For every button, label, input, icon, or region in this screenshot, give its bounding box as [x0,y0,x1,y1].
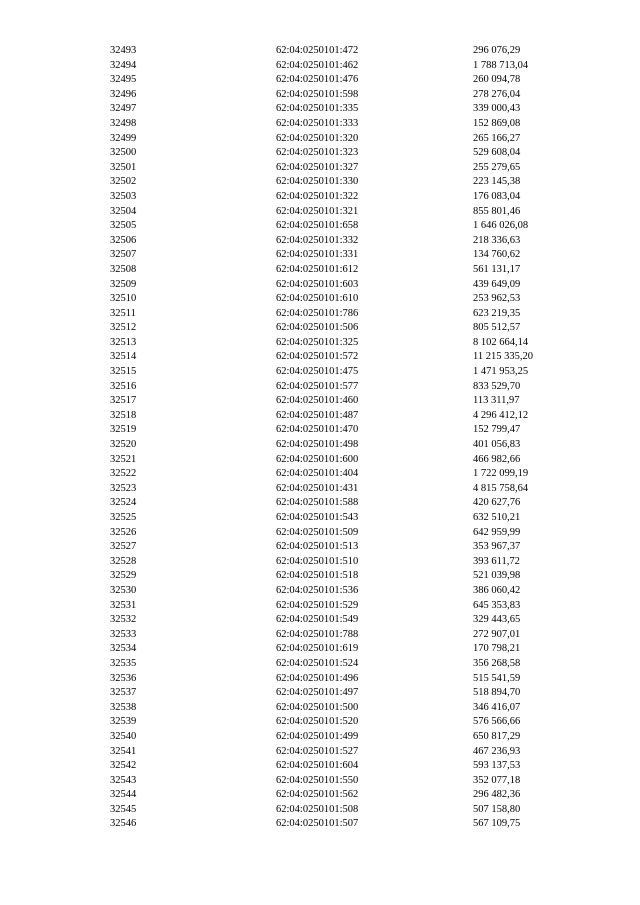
row-number: 32521 [110,453,137,465]
table-row [110,219,570,234]
cadastral-value: 339 000,43 [473,103,521,115]
table-row [110,292,570,307]
row-number: 32544 [110,789,137,801]
cadastral-value: 439 649,09 [473,278,521,290]
table-row [110,584,570,599]
cadastral-value: 576 566,66 [473,716,521,728]
cadastral-value: 223 145,38 [473,176,521,188]
row-number: 32501 [110,161,137,173]
cadastral-number: 62:04:0250101:529 [276,599,359,611]
table-row [110,730,570,745]
cadastral-number: 62:04:0250101:496 [276,672,359,684]
cadastral-number: 62:04:0250101:321 [276,205,359,217]
cadastral-number: 62:04:0250101:498 [276,439,359,451]
cadastral-number: 62:04:0250101:588 [276,497,359,509]
table-row [110,613,570,628]
cadastral-number: 62:04:0250101:333 [276,117,359,129]
table-row [110,774,570,789]
table-row [110,117,570,132]
row-number: 32526 [110,526,137,538]
cadastral-number: 62:04:0250101:598 [276,88,359,100]
row-number: 32505 [110,220,137,232]
row-number: 32537 [110,687,137,699]
row-number: 32495 [110,74,137,86]
cadastral-value: 329 443,65 [473,614,521,626]
cadastral-value: 4 296 412,12 [473,409,529,421]
cadastral-number: 62:04:0250101:507 [276,818,359,830]
table-row [110,365,570,380]
table-row [110,642,570,657]
cadastral-number: 62:04:0250101:788 [276,628,359,640]
table-row [110,672,570,687]
cadastral-value: 401 056,83 [473,439,521,451]
table-row [110,482,570,497]
table-row [110,88,570,103]
cadastral-value: 650 817,29 [473,730,521,742]
row-number: 32532 [110,614,137,626]
cadastral-number: 62:04:0250101:550 [276,774,359,786]
row-number: 32530 [110,584,137,596]
table-row [110,657,570,672]
table-row [110,190,570,205]
cadastral-value: 113 311,97 [473,395,520,407]
cadastral-value: 134 760,62 [473,249,521,261]
cadastral-value: 833 529,70 [473,380,521,392]
row-number: 32506 [110,234,137,246]
cadastral-value: 467 236,93 [473,745,521,757]
cadastral-value: 855 801,46 [473,205,521,217]
cadastral-value: 8 102 664,14 [473,336,529,348]
row-number: 32523 [110,482,137,494]
table-row [110,745,570,760]
cadastral-number: 62:04:0250101:327 [276,161,359,173]
table-row [110,350,570,365]
cadastral-value: 4 815 758,64 [473,482,529,494]
cadastral-number: 62:04:0250101:604 [276,760,359,772]
cadastral-number: 62:04:0250101:524 [276,657,359,669]
row-number: 32496 [110,88,137,100]
cadastral-number: 62:04:0250101:509 [276,526,359,538]
row-number: 32498 [110,117,137,129]
cadastral-value: 393 611,72 [473,555,520,567]
cadastral-number: 62:04:0250101:331 [276,249,359,261]
table-row [110,234,570,249]
row-number: 32503 [110,190,137,202]
table-row [110,701,570,716]
table-row [110,146,570,161]
cadastral-number: 62:04:0250101:513 [276,541,359,553]
row-number: 32512 [110,322,137,334]
row-number: 32497 [110,103,137,115]
cadastral-value: 152 799,47 [473,424,521,436]
row-number: 32517 [110,395,137,407]
table-row [110,175,570,190]
row-number: 32527 [110,541,137,553]
row-number: 32511 [110,307,136,319]
cadastral-number: 62:04:0250101:577 [276,380,359,392]
cadastral-number: 62:04:0250101:476 [276,74,359,86]
table-row [110,380,570,395]
cadastral-value: 356 268,58 [473,657,521,669]
cadastral-value: 11 215 335,20 [473,351,533,363]
cadastral-value: 1 646 026,08 [473,220,529,232]
cadastral-value: 805 512,57 [473,322,521,334]
table-row [110,423,570,438]
cadastral-value: 593 137,53 [473,760,521,772]
row-number: 32546 [110,818,137,830]
row-number: 32533 [110,628,137,640]
table-row [110,73,570,88]
row-number: 32518 [110,409,137,421]
table-row [110,321,570,336]
cadastral-value: 1 788 713,04 [473,59,529,71]
table-row [110,336,570,351]
cadastral-value: 278 276,04 [473,88,521,100]
table-row [110,263,570,278]
table-row [110,161,570,176]
row-number: 32519 [110,424,137,436]
cadastral-value: 623 219,35 [473,307,521,319]
cadastral-value: 529 608,04 [473,147,521,159]
cadastral-value: 642 959,99 [473,526,521,538]
cadastral-value: 260 094,78 [473,74,521,86]
row-number: 32516 [110,380,137,392]
cadastral-value: 218 336,63 [473,234,521,246]
cadastral-number: 62:04:0250101:603 [276,278,359,290]
cadastral-number: 62:04:0250101:322 [276,190,359,202]
row-number: 32510 [110,293,137,305]
table-row [110,817,570,832]
row-number: 32536 [110,672,137,684]
cadastral-value: 420 627,76 [473,497,521,509]
cadastral-value: 296 076,29 [473,45,521,56]
row-number: 32509 [110,278,137,290]
table-row [110,467,570,482]
table-row [110,526,570,541]
cadastral-value: 521 039,98 [473,570,521,582]
cadastral-value: 507 158,80 [473,803,521,815]
row-number: 32508 [110,263,137,275]
cadastral-number: 62:04:0250101:600 [276,453,359,465]
row-number: 32534 [110,643,137,655]
row-number: 32539 [110,716,137,728]
table-row [110,496,570,511]
table-row [110,803,570,818]
cadastral-value: 1 471 953,25 [473,366,529,378]
table-row [110,453,570,468]
table-row [110,132,570,147]
cadastral-value: 272 907,01 [473,628,521,640]
cadastral-number: 62:04:0250101:323 [276,147,359,159]
cadastral-number: 62:04:0250101:610 [276,293,359,305]
cadastral-value: 170 798,21 [473,643,521,655]
cadastral-number: 62:04:0250101:527 [276,745,359,757]
table-row [110,307,570,322]
cadastral-number: 62:04:0250101:658 [276,220,359,232]
cadastral-number: 62:04:0250101:404 [276,468,359,480]
cadastral-number: 62:04:0250101:612 [276,263,359,275]
cadastral-number: 62:04:0250101:320 [276,132,359,144]
table-row [110,248,570,263]
table-row [110,394,570,409]
row-number: 32542 [110,760,137,772]
row-number: 32522 [110,468,137,480]
row-number: 32513 [110,336,137,348]
cadastral-value: 561 131,17 [473,263,521,275]
row-number: 32504 [110,205,137,217]
cadastral-number: 62:04:0250101:462 [276,59,359,71]
cadastral-value: 152 869,08 [473,117,521,129]
cadastral-number: 62:04:0250101:520 [276,716,359,728]
table-row [110,511,570,526]
row-number: 32528 [110,555,137,567]
cadastral-number: 62:04:0250101:543 [276,512,359,523]
cadastral-number: 62:04:0250101:335 [276,103,359,115]
row-number: 32543 [110,774,137,786]
row-number: 32494 [110,59,137,71]
row-number: 32540 [110,730,137,742]
cadastral-value: 352 077,18 [473,774,521,786]
row-number: 32531 [110,599,137,611]
row-number: 32535 [110,657,137,669]
cadastral-value: 255 279,65 [473,161,521,173]
row-number: 32545 [110,803,137,815]
row-number: 32520 [110,439,137,451]
table-row [110,715,570,730]
cadastral-number: 62:04:0250101:460 [276,395,359,407]
row-number: 32525 [110,512,137,523]
cadastral-number: 62:04:0250101:472 [276,45,359,56]
table-row [110,44,570,59]
row-number: 32514 [110,351,137,363]
cadastral-value: 632 510,21 [473,512,521,523]
cadastral-value: 296 482,36 [473,789,521,801]
cadastral-value: 466 982,66 [473,453,521,465]
table-row [110,759,570,774]
table-row [110,438,570,453]
row-number: 32541 [110,745,137,757]
cadastral-value: 645 353,83 [473,599,521,611]
row-number: 32502 [110,176,137,188]
cadastral-number: 62:04:0250101:470 [276,424,359,436]
table-row [110,278,570,293]
cadastral-number: 62:04:0250101:506 [276,322,359,334]
cadastral-number: 62:04:0250101:510 [276,555,359,567]
cadastral-number: 62:04:0250101:562 [276,789,359,801]
cadastral-number: 62:04:0250101:499 [276,730,359,742]
cadastral-value: 518 894,70 [473,687,521,699]
cadastral-number: 62:04:0250101:508 [276,803,359,815]
table-row [110,59,570,74]
table-row [110,599,570,614]
table-row [110,409,570,424]
cadastral-value: 1 722 099,19 [473,468,529,480]
row-number: 32500 [110,147,137,159]
table-row [110,205,570,220]
table-row [110,569,570,584]
cadastral-number: 62:04:0250101:572 [276,351,359,363]
cadastral-number: 62:04:0250101:500 [276,701,359,713]
cadastral-value: 353 967,37 [473,541,521,553]
table-row [110,788,570,803]
cadastral-value: 265 166,27 [473,132,521,144]
row-number: 32499 [110,132,137,144]
cadastral-number: 62:04:0250101:518 [276,570,359,582]
cadastral-number: 62:04:0250101:431 [276,482,359,494]
table-row [110,686,570,701]
cadastral-value: 176 083,04 [473,190,521,202]
cadastral-table [110,44,570,832]
row-number: 32515 [110,366,137,378]
table-row [110,540,570,555]
cadastral-number: 62:04:0250101:475 [276,366,359,378]
cadastral-number: 62:04:0250101:549 [276,614,359,626]
cadastral-value: 346 416,07 [473,701,521,713]
cadastral-number: 62:04:0250101:786 [276,307,359,319]
cadastral-value: 567 109,75 [473,818,521,830]
row-number: 32507 [110,249,137,261]
row-number: 32524 [110,497,137,509]
table-row [110,628,570,643]
row-number: 32493 [110,45,137,56]
cadastral-number: 62:04:0250101:332 [276,234,359,246]
row-number: 32529 [110,570,137,582]
cadastral-value: 386 060,42 [473,584,521,596]
cadastral-number: 62:04:0250101:325 [276,336,359,348]
row-number: 32538 [110,701,137,713]
table-row [110,102,570,117]
cadastral-number: 62:04:0250101:487 [276,409,359,421]
cadastral-number: 62:04:0250101:619 [276,643,359,655]
cadastral-number: 62:04:0250101:536 [276,584,359,596]
table-row [110,555,570,570]
cadastral-number: 62:04:0250101:497 [276,687,359,699]
cadastral-value: 253 962,53 [473,293,521,305]
cadastral-number: 62:04:0250101:330 [276,176,359,188]
cadastral-value: 515 541,59 [473,672,521,684]
